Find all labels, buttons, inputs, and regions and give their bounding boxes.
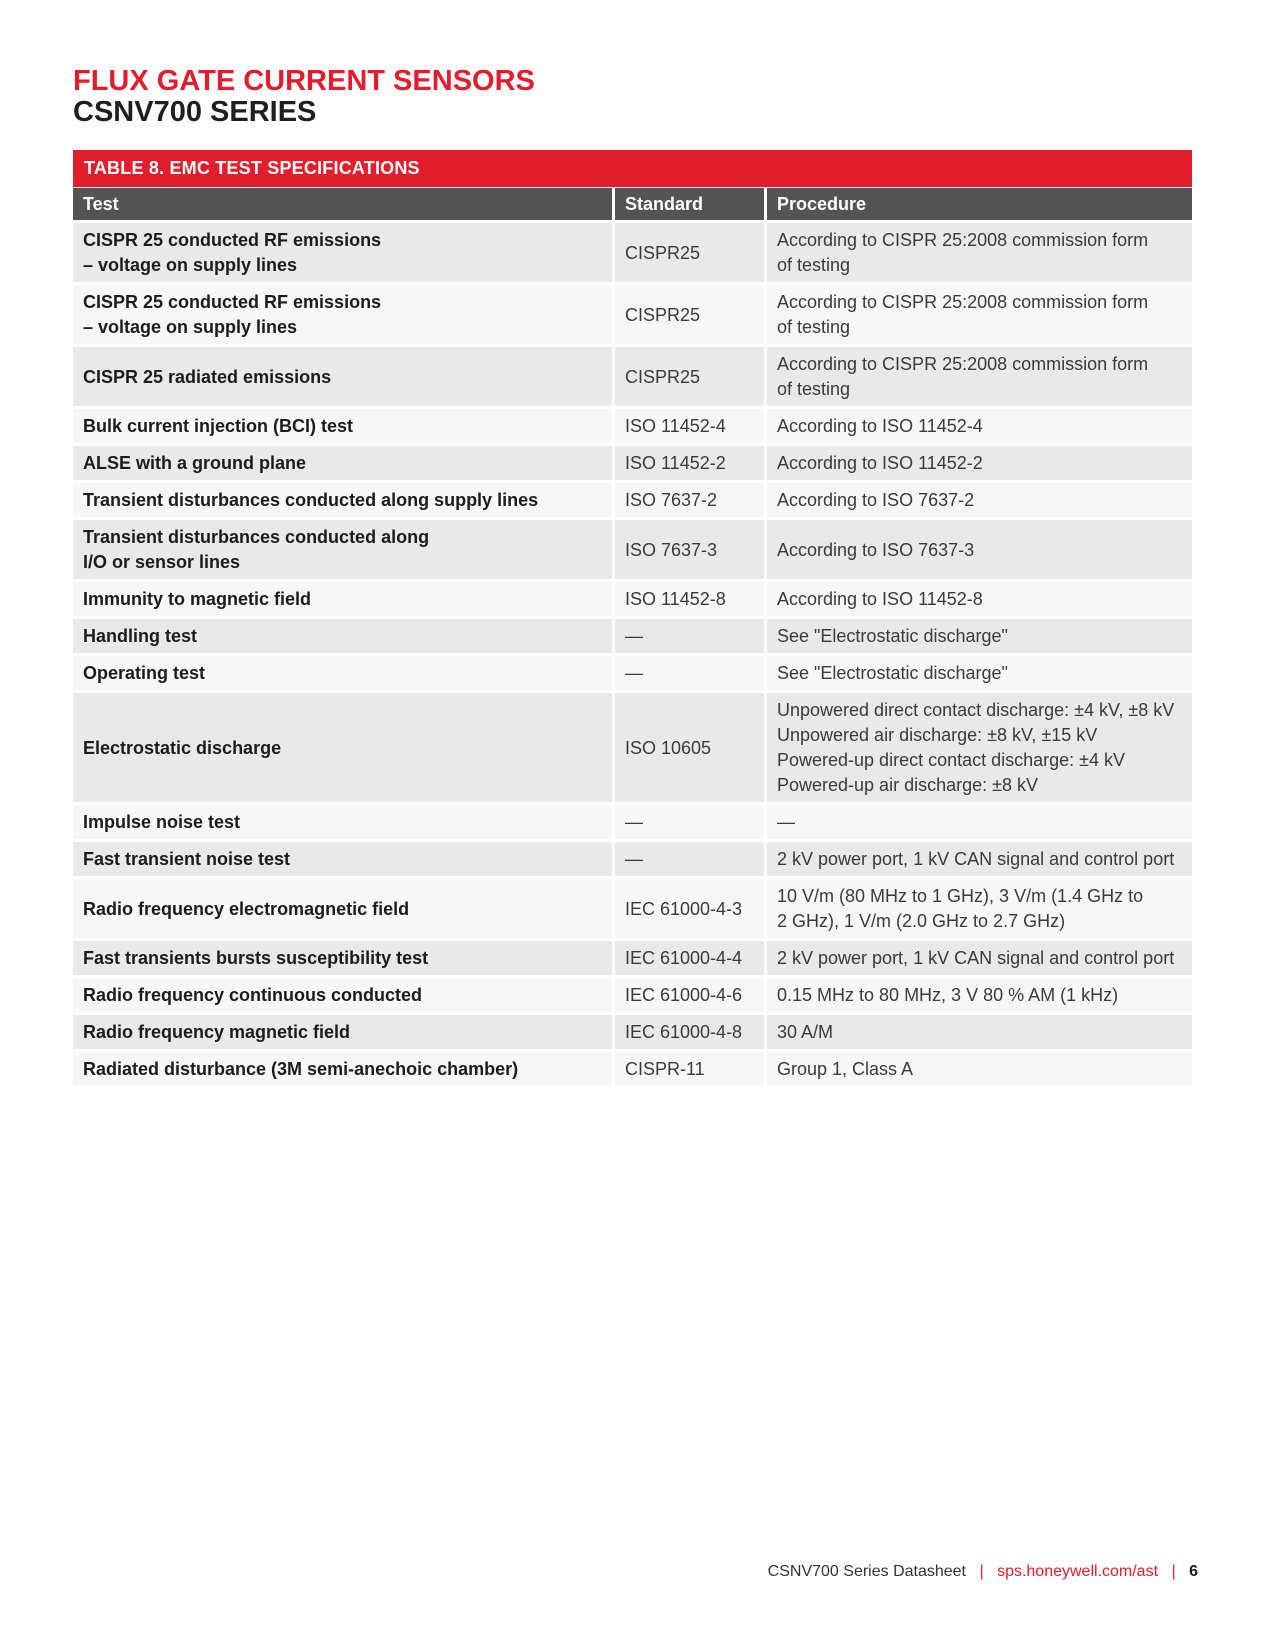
cell-standard: CISPR-11 (615, 1049, 767, 1086)
cell-procedure-line: Powered-up direct contact discharge: ±4 kV (777, 750, 1126, 770)
cell-procedure (767, 579, 1192, 616)
cell-standard: IEC 61000-4-4 (615, 938, 767, 975)
table-body (73, 220, 1192, 1086)
cell-procedure-line: Unpowered direct contact discharge: ±4 kV, ±8 kV (777, 700, 1175, 720)
footer-separator: | (979, 1563, 984, 1580)
table-header-row (73, 188, 1192, 220)
cell-test-line: Radiated disturbance (3M semi-anechoic chamber) (83, 1059, 519, 1079)
cell-standard: IEC 61000-4-3 (615, 876, 767, 938)
cell-standard: CISPR25 (615, 282, 767, 344)
cell-test (73, 344, 615, 406)
cell-procedure (767, 1049, 1192, 1086)
cell-procedure (767, 220, 1192, 282)
spec-table (73, 188, 1192, 1086)
cell-procedure-line: 0.15 MHz to 80 MHz, 3 V 80 % AM (1 kHz) (777, 985, 1119, 1005)
cell-test (73, 690, 615, 802)
cell-procedure (767, 282, 1192, 344)
product-title: FLUX GATE CURRENT SENSORS (73, 65, 535, 97)
table-row (73, 406, 1192, 443)
cell-procedure (767, 839, 1192, 876)
cell-test (73, 406, 615, 443)
cell-procedure (767, 802, 1192, 839)
cell-procedure-line: According to ISO 11452-2 (777, 453, 983, 473)
cell-procedure-line: of testing (777, 317, 851, 337)
column-header-test: Test (73, 188, 615, 220)
cell-test-line: Bulk current injection (BCI) test (83, 416, 354, 436)
cell-standard: ISO 11452-4 (615, 406, 767, 443)
cell-test-line: Radio frequency continuous conducted (83, 985, 423, 1005)
cell-procedure (767, 616, 1192, 653)
table-row (73, 1049, 1192, 1086)
emc-spec-table (73, 150, 1192, 1086)
table-row (73, 653, 1192, 690)
column-header-procedure: Procedure (767, 188, 1192, 220)
footer-website-link[interactable]: sps.honeywell.com/ast (997, 1563, 1159, 1580)
cell-test (73, 443, 615, 480)
cell-test-line: Radio frequency magnetic field (83, 1022, 351, 1042)
cell-procedure-line: Powered-up air discharge: ±8 kV (777, 775, 1039, 795)
column-header-standard: Standard (615, 188, 767, 220)
cell-standard: ISO 10605 (615, 690, 767, 802)
cell-procedure-line: — (777, 812, 795, 832)
table-row (73, 282, 1192, 344)
cell-test-line: CISPR 25 conducted RF emissions (83, 230, 382, 250)
cell-test (73, 517, 615, 579)
cell-procedure (767, 690, 1192, 802)
cell-procedure (767, 938, 1192, 975)
cell-test-line: CISPR 25 radiated emissions (83, 366, 332, 387)
table-caption: TABLE 8. EMC TEST SPECIFICATIONS (73, 150, 1192, 187)
cell-procedure-line: of testing (777, 255, 851, 275)
table-row (73, 876, 1192, 938)
cell-test-line: Radio frequency electromagnetic field (83, 898, 410, 919)
cell-procedure (767, 443, 1192, 480)
cell-procedure-line: 10 V/m (80 MHz to 1 GHz), 3 V/m (1.4 GHz to (777, 886, 1144, 906)
table-row (73, 220, 1192, 282)
cell-standard: — (615, 839, 767, 876)
cell-procedure (767, 653, 1192, 690)
page-footer (768, 1563, 1198, 1581)
table-row (73, 839, 1192, 876)
cell-standard: — (615, 616, 767, 653)
table-row (73, 975, 1192, 1012)
cell-test (73, 220, 615, 282)
cell-standard: ISO 7637-3 (615, 517, 767, 579)
cell-test (73, 938, 615, 975)
cell-test-line: Impulse noise test (83, 812, 241, 832)
cell-procedure-line: According to ISO 11452-4 (777, 416, 983, 436)
table-row (73, 938, 1192, 975)
cell-procedure-line: See "Electrostatic discharge" (777, 663, 1008, 683)
table-row (73, 480, 1192, 517)
cell-test (73, 579, 615, 616)
cell-test-line: – voltage on supply lines (83, 317, 298, 337)
cell-test (73, 616, 615, 653)
cell-procedure (767, 344, 1192, 406)
cell-procedure-line: According to CISPR 25:2008 commission form (777, 354, 1149, 374)
cell-test-line: I/O or sensor lines (83, 552, 241, 572)
footer-separator: | (1171, 1563, 1176, 1580)
cell-standard: ISO 7637-2 (615, 480, 767, 517)
cell-standard: IEC 61000-4-8 (615, 1012, 767, 1049)
cell-test-line: ALSE with a ground plane (83, 453, 307, 473)
footer-doc-name: CSNV700 Series Datasheet (767, 1563, 966, 1580)
cell-procedure-line: 2 kV power port, 1 kV CAN signal and control port (777, 948, 1175, 968)
cell-test-line: Transient disturbances conducted along (83, 527, 430, 547)
cell-procedure-line: of testing (777, 379, 851, 399)
cell-procedure (767, 480, 1192, 517)
cell-procedure-line: According to ISO 7637-3 (777, 539, 975, 560)
series-title: CSNV700 SERIES (73, 96, 317, 128)
cell-procedure (767, 1012, 1192, 1049)
cell-procedure-line: 2 kV power port, 1 kV CAN signal and control port (777, 849, 1175, 869)
page-number: 6 (1189, 1563, 1198, 1580)
table-row (73, 616, 1192, 653)
page-header (73, 66, 535, 128)
cell-procedure (767, 876, 1192, 938)
cell-procedure-line: According to ISO 11452-8 (777, 589, 983, 609)
cell-procedure-line: According to CISPR 25:2008 commission form (777, 292, 1149, 312)
cell-standard: CISPR25 (615, 344, 767, 406)
cell-procedure-line: 2 GHz), 1 V/m (2.0 GHz to 2.7 GHz) (777, 911, 1066, 931)
cell-test (73, 282, 615, 344)
cell-test-line: Transient disturbances conducted along supply lines (83, 490, 539, 510)
cell-test (73, 480, 615, 517)
cell-test (73, 1012, 615, 1049)
cell-test (73, 1049, 615, 1086)
cell-standard: ISO 11452-2 (615, 443, 767, 480)
cell-procedure (767, 406, 1192, 443)
cell-procedure (767, 517, 1192, 579)
cell-test-line: Operating test (83, 663, 206, 683)
cell-procedure-line: See "Electrostatic discharge" (777, 626, 1008, 646)
cell-standard: IEC 61000-4-6 (615, 975, 767, 1012)
cell-test (73, 839, 615, 876)
table-row (73, 517, 1192, 579)
cell-procedure-line: According to ISO 7637-2 (777, 490, 975, 510)
cell-procedure-line: Unpowered air discharge: ±8 kV, ±15 kV (777, 725, 1098, 745)
table-row (73, 802, 1192, 839)
table-row (73, 690, 1192, 802)
cell-test-line: Immunity to magnetic field (83, 589, 312, 609)
cell-test (73, 876, 615, 938)
cell-procedure-line: 30 A/M (777, 1022, 834, 1042)
cell-procedure-line: Group 1, Class A (777, 1059, 914, 1079)
cell-test (73, 975, 615, 1012)
cell-standard: — (615, 802, 767, 839)
table-row (73, 579, 1192, 616)
cell-test-line: Fast transients bursts susceptibility test (83, 948, 429, 968)
cell-test-line: – voltage on supply lines (83, 255, 298, 275)
cell-procedure (767, 975, 1192, 1012)
cell-test-line: Fast transient noise test (83, 849, 291, 869)
cell-test (73, 653, 615, 690)
cell-test (73, 802, 615, 839)
cell-procedure-line: According to CISPR 25:2008 commission form (777, 230, 1149, 250)
table-row (73, 443, 1192, 480)
cell-standard: ISO 11452-8 (615, 579, 767, 616)
table-row (73, 344, 1192, 406)
cell-test-line: Handling test (83, 626, 198, 646)
table-row (73, 1012, 1192, 1049)
cell-test-line: CISPR 25 conducted RF emissions (83, 292, 382, 312)
cell-test-line: Electrostatic discharge (83, 737, 282, 758)
cell-standard: CISPR25 (615, 220, 767, 282)
cell-standard: — (615, 653, 767, 690)
